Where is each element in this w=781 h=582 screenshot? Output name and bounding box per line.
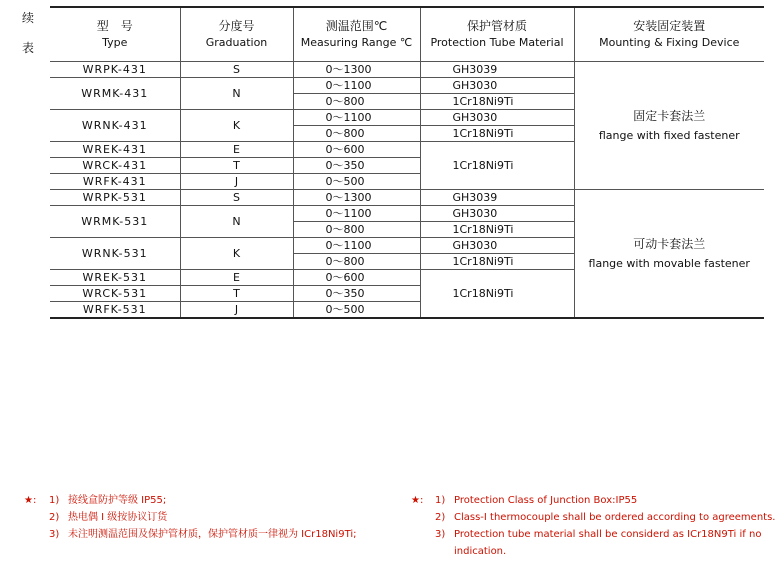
material-cell: GH3039 xyxy=(420,62,574,78)
notes-english xyxy=(411,492,776,560)
material-cell: GH3030 xyxy=(420,238,574,254)
star-marker: ★: xyxy=(24,495,37,506)
type-cell: WRFK-431 xyxy=(50,174,180,190)
note-text: indication. xyxy=(454,546,507,557)
graduation-cell: S xyxy=(180,62,293,78)
graduation-cell: K xyxy=(180,238,293,270)
type-cell: WRPK-431 xyxy=(50,62,180,78)
side-label-table: 表 xyxy=(22,41,35,55)
header-material: 保护管材质 Protection Tube Material xyxy=(420,7,574,62)
graduation-cell: E xyxy=(180,270,293,286)
graduation-cell: N xyxy=(180,78,293,110)
material-cell: GH3030 xyxy=(420,206,574,222)
type-cell: WRFK-531 xyxy=(50,302,180,319)
note-number: 2) xyxy=(49,512,60,523)
type-cell: WRMK-531 xyxy=(50,206,180,238)
shared-material-cell: 1Cr18Ni9Ti xyxy=(420,270,574,319)
spec-table xyxy=(50,6,764,319)
range-cell: 0～600 xyxy=(293,142,420,158)
material-cell: 1Cr18Ni9Ti xyxy=(420,222,574,238)
graduation-cell: K xyxy=(180,110,293,142)
type-cell: WREK-531 xyxy=(50,270,180,286)
header-range: 测温范围℃ Measuring Range ℃ xyxy=(293,7,420,62)
note-number: 2) xyxy=(435,512,446,523)
range-cell: 0～600 xyxy=(293,270,420,286)
range-cell: 0～500 xyxy=(293,302,420,319)
star-marker: ★: xyxy=(411,495,424,506)
graduation-cell: T xyxy=(180,286,293,302)
range-cell: 0～1300 xyxy=(293,190,420,206)
mounting-cell: 可动卡套法兰 flange with movable fastener xyxy=(574,190,764,319)
note-text: Protection tube material shall be considerd as ICr18N9Ti if no xyxy=(454,529,762,540)
type-cell: WRNK-531 xyxy=(50,238,180,270)
material-cell: 1Cr18Ni9Ti xyxy=(420,126,574,142)
range-cell: 0～500 xyxy=(293,174,420,190)
mounting-cell: 固定卡套法兰 flange with fixed fastener xyxy=(574,62,764,190)
graduation-cell: S xyxy=(180,190,293,206)
type-cell: WRPK-531 xyxy=(50,190,180,206)
note-text: 热电偶 Ⅰ 级按协议订货 xyxy=(68,512,168,523)
note-number: 3) xyxy=(435,529,446,540)
material-cell: GH3030 xyxy=(420,78,574,94)
type-cell: WRCK-431 xyxy=(50,158,180,174)
range-cell: 0～1100 xyxy=(293,206,420,222)
type-cell: WRMK-431 xyxy=(50,78,180,110)
range-cell: 0～1100 xyxy=(293,110,420,126)
note-text: Protection Class of Junction Box:IP55 xyxy=(454,495,638,506)
note-number: 1) xyxy=(49,495,60,506)
notes-chinese xyxy=(24,492,394,543)
type-cell: WREK-431 xyxy=(50,142,180,158)
graduation-cell: J xyxy=(180,302,293,319)
range-cell: 0～800 xyxy=(293,126,420,142)
note-text: 未注明测温范围及保护管材质，保护管材质一律视为 ICr18Ni9Ti; xyxy=(68,529,357,540)
material-cell: GH3030 xyxy=(420,110,574,126)
graduation-cell: T xyxy=(180,158,293,174)
material-cell: 1Cr18Ni9Ti xyxy=(420,94,574,110)
header-mounting: 安装固定装置 Mounting & Fixing Device xyxy=(574,7,764,62)
side-label-continued: 续 xyxy=(22,11,35,25)
note-number: 3) xyxy=(49,529,60,540)
range-cell: 0～800 xyxy=(293,254,420,270)
range-cell: 0～1100 xyxy=(293,78,420,94)
type-cell: WRNK-431 xyxy=(50,110,180,142)
note-text: Class-Ⅰ thermocouple shall be ordered according to agreements. xyxy=(454,512,776,523)
shared-material-cell: 1Cr18Ni9Ti xyxy=(420,142,574,190)
range-cell: 0～800 xyxy=(293,222,420,238)
range-cell: 0～800 xyxy=(293,94,420,110)
graduation-cell: E xyxy=(180,142,293,158)
graduation-cell: N xyxy=(180,206,293,238)
range-cell: 0～1100 xyxy=(293,238,420,254)
note-number: 1) xyxy=(435,495,446,506)
type-cell: WRCK-531 xyxy=(50,286,180,302)
material-cell: 1Cr18Ni9Ti xyxy=(420,254,574,270)
range-cell: 0～350 xyxy=(293,158,420,174)
range-cell: 0～350 xyxy=(293,286,420,302)
note-text: 接线盒防护等级 IP55; xyxy=(68,495,167,506)
range-cell: 0～1300 xyxy=(293,62,420,78)
material-cell: GH3039 xyxy=(420,190,574,206)
header-type: 型 号 Type xyxy=(50,7,180,62)
header-graduation: 分度号 Graduation xyxy=(180,7,293,62)
graduation-cell: J xyxy=(180,174,293,190)
